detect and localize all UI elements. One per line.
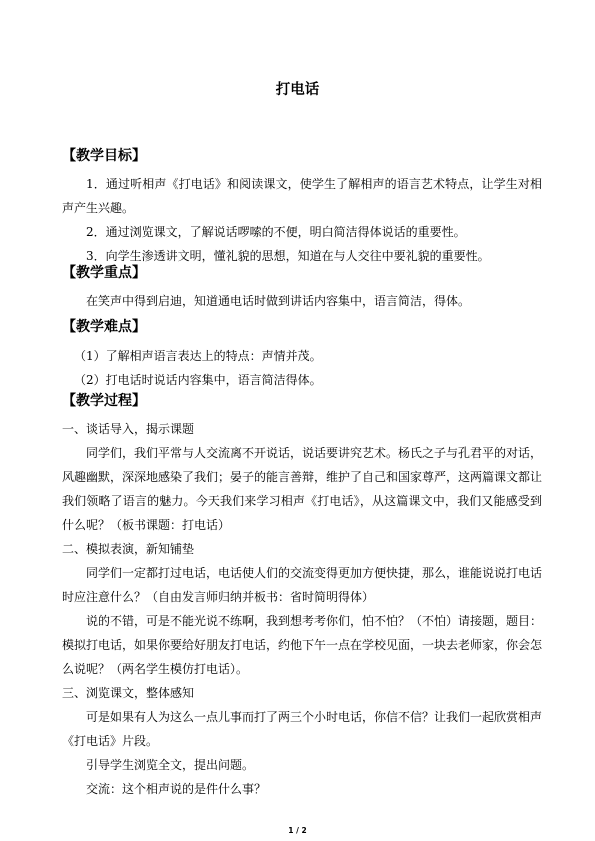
goal-item-3: 3．向学生渗透讲文明，懂礼貌的思想，知道在与人交往中要礼貌的重要性。 xyxy=(86,249,490,263)
heading-goals: 【教学目标】 xyxy=(62,148,146,164)
goal-item-1: 1．通过听相声《打电话》和阅读课文，使学生了解相声的语言艺术特点，让学生对相声产生兴趣。 xyxy=(62,177,542,215)
heading-difficulty: 【教学难点】 xyxy=(62,319,146,335)
step3-text-3: 交流：这个相声说的是件什么事？ xyxy=(86,782,267,796)
difficulty-item-2: （2）打电话时说话内容集中，语言简洁得体。 xyxy=(74,373,322,387)
page-number: 1 / 2 xyxy=(288,826,307,835)
goal-item-2: 2．通过浏览课文，了解说话啰嗦的不便，明白简洁得体说话的重要性。 xyxy=(86,225,466,239)
step3-text-2: 引导学生浏览全文，提出问题。 xyxy=(86,758,255,772)
step3-text-1: 可是如果有人为这么一点儿事而打了两三个小时电话，你信不信？让我们一起欣赏相声《打电话》片段。 xyxy=(62,710,543,748)
document-title: 打电话 xyxy=(275,82,320,98)
heading-focus: 【教学重点】 xyxy=(62,265,146,281)
step2-text-1: 同学们一定都打过电话，电话使人们的交流变得更加方便快捷，那么，谁能说说打电话时应注意什么？（自由发言师归纳并板书：省时简明得体） xyxy=(62,566,543,604)
difficulty-item-1: （1）了解相声语言表达上的特点：声情并茂。 xyxy=(74,349,322,363)
heading-process: 【教学过程】 xyxy=(62,393,146,409)
focus-text: 在笑声中得到启迪，知道通电话时做到讲话内容集中，语言简洁，得体。 xyxy=(86,294,471,308)
step3-title: 三、浏览课文，整体感知 xyxy=(62,686,195,700)
step1-text: 同学们，我们平常与人交流离不开说话，说话要讲究艺术。杨氏之子与孔君平的对话，风趣幽默，深深地感染了我们；晏子的能言善辩，维护了自己和国家尊严，这两篇课文都让我们领略了语言的魅力。今天我们来学习相声《打电话》，从这篇课文中，我们又能感受到什么呢？（板书课题：打电话） xyxy=(62,446,543,532)
step2-title: 二、模拟表演，新知铺垫 xyxy=(62,542,195,556)
step1-title: 一、谈话导入，揭示课题 xyxy=(62,422,195,436)
step2-text-2: 说的不错，可是不能光说不练啊，我到想考考你们，怕不怕？（不怕）请接题，题目：模拟打电话，如果你要给好朋友打电话，约他下午一点在学校见面，一块去老师家，你会怎么说呢？（两名学生模仿打电话）。 xyxy=(62,614,543,676)
